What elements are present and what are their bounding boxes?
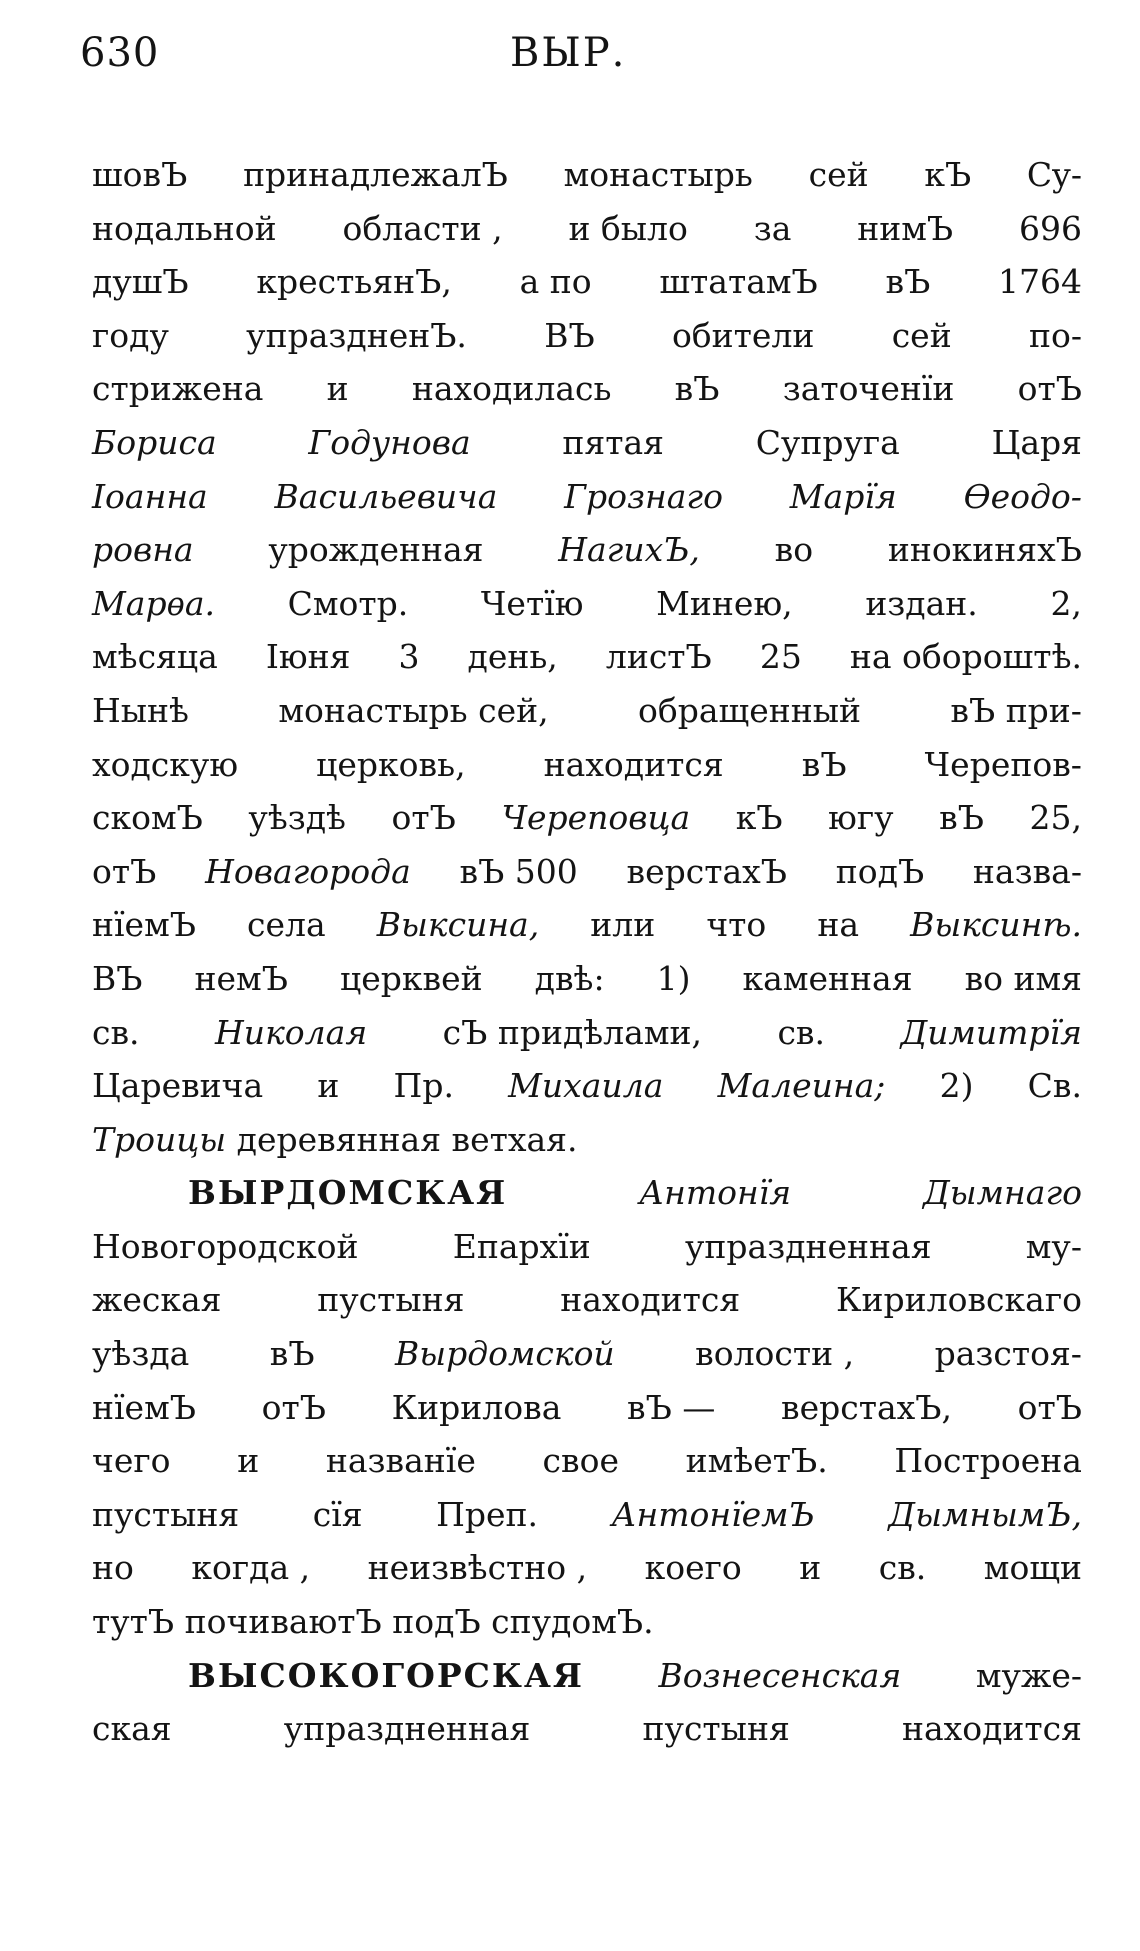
entry-headword: ВЫСОКОГОРСКАЯ	[188, 1655, 584, 1695]
text-word: Марїя	[789, 476, 897, 516]
text-word: шовЪ	[92, 155, 188, 194]
text-word: сїя	[312, 1494, 363, 1534]
text-word: разстоя-	[934, 1334, 1082, 1374]
text-word: Димитрїя	[900, 1012, 1082, 1052]
text-word: назва-	[972, 851, 1082, 891]
text-word: штатамЪ	[659, 262, 818, 302]
text-word: кЪ	[924, 155, 972, 194]
text-word: ДымнымЪ,	[888, 1494, 1082, 1534]
text-word: югу	[828, 798, 894, 838]
text-line	[92, 362, 1082, 416]
text-word: церквей	[339, 958, 483, 998]
text-word: Бориса	[92, 422, 217, 462]
text-word: 2)	[939, 1066, 974, 1106]
text-word: отЪ	[1017, 369, 1082, 409]
running-head: ВЫР.	[510, 30, 627, 76]
text-word: ВЪ	[92, 958, 143, 998]
text-word: вЪ	[939, 798, 984, 838]
text-word: мѣсяца	[92, 637, 218, 677]
text-word: и было	[568, 208, 688, 248]
text-word: верстахЪ,	[780, 1387, 952, 1427]
text-word: вЪ	[269, 1334, 315, 1374]
page-number: 630	[80, 30, 160, 76]
text-word: уѣзда	[92, 1334, 190, 1374]
text-word: ская	[92, 1709, 172, 1749]
text-word: урожденная	[268, 530, 484, 570]
text-word: обращенный	[638, 690, 862, 730]
text-word: чего	[92, 1441, 171, 1481]
text-word: Св.	[1027, 1066, 1082, 1106]
body-text	[92, 148, 1082, 1756]
text-word: кЪ	[735, 798, 783, 838]
text-word: Вырдомской	[394, 1334, 615, 1374]
text-word: душЪ	[92, 262, 189, 302]
text-word: во	[774, 530, 814, 570]
text-word: АнтонїемЪ	[611, 1494, 815, 1534]
text-line	[92, 202, 1082, 256]
text-word: Епархїи	[452, 1226, 591, 1266]
text-line	[92, 1006, 1082, 1060]
text-word: Череповца	[501, 798, 691, 838]
text-word: нїемЪ	[92, 905, 196, 945]
text-word: упраздненная	[684, 1226, 932, 1266]
text-word: монастырь сей,	[278, 690, 549, 730]
text-word: на	[817, 905, 859, 945]
page-header	[80, 30, 1080, 92]
text-word: Николая	[215, 1012, 368, 1052]
text-word: и	[317, 1066, 340, 1106]
text-word: Четїю	[480, 583, 584, 623]
text-word: нимЪ	[857, 208, 954, 248]
entry-headword: ВЫРДОМСКАЯ	[188, 1173, 508, 1213]
text-word: двѣ:	[534, 958, 605, 998]
text-word: церковь,	[316, 744, 466, 784]
text-word: ровна	[92, 530, 194, 570]
text-word: стрижена	[92, 369, 264, 409]
text-word: находится	[560, 1280, 741, 1320]
text-word: подЪ	[381, 1602, 481, 1642]
text-word: находится	[901, 1709, 1082, 1749]
text-word: заточенїи	[782, 369, 955, 409]
text-word: вЪ	[674, 369, 720, 409]
text-word: отЪ	[391, 798, 456, 838]
text-line	[92, 577, 1082, 631]
text-word: Ѳеодо-	[963, 476, 1082, 516]
text-word: на обороштѣ.	[849, 637, 1082, 677]
text-word: пустыня	[92, 1494, 240, 1534]
text-word: но	[92, 1548, 134, 1588]
text-word: отЪ	[1017, 1387, 1082, 1427]
text-word: скомЪ	[92, 798, 203, 838]
text-word: упраздненная	[283, 1709, 531, 1749]
text-line	[92, 1113, 1082, 1167]
text-word: 25	[759, 637, 802, 677]
text-word: находится	[543, 744, 724, 784]
text-word: 1)	[656, 958, 691, 998]
text-word: Выксинѣ.	[910, 905, 1082, 945]
text-word: Антонїя	[639, 1173, 792, 1213]
text-line	[92, 416, 1082, 470]
text-word: инокиняхЪ	[887, 530, 1082, 570]
text-word: Черепов-	[924, 744, 1082, 784]
text-word: сЪ придѣлами,	[442, 1012, 702, 1052]
text-word: Марѳа.	[92, 583, 215, 623]
text-line	[92, 1381, 1082, 1435]
text-word: коего	[644, 1548, 742, 1588]
text-word: издан.	[865, 583, 978, 623]
text-line	[92, 1220, 1082, 1274]
text-word: Іюня	[265, 637, 351, 677]
text-line	[92, 255, 1082, 309]
text-word: волости ,	[695, 1334, 855, 1374]
text-line	[92, 1059, 1082, 1113]
text-word: во имя	[964, 958, 1082, 998]
text-line	[92, 1488, 1082, 1542]
text-word: а по	[519, 262, 592, 302]
text-line	[92, 630, 1082, 684]
text-word: или	[590, 905, 656, 945]
text-word: ВЪ	[544, 315, 595, 355]
text-word: свое	[542, 1441, 619, 1481]
text-word: листЪ	[605, 637, 712, 677]
text-word: Іоанна	[92, 476, 208, 516]
text-word: Вознесенская	[658, 1655, 902, 1695]
text-line	[92, 1434, 1082, 1488]
text-word: му-	[1025, 1226, 1082, 1266]
text-word: Царевича	[92, 1066, 264, 1106]
text-word: св.	[92, 1012, 140, 1052]
text-word: и	[326, 369, 349, 409]
text-word: отЪ	[261, 1387, 326, 1427]
text-line	[92, 845, 1082, 899]
text-word: что	[706, 905, 767, 945]
text-word: 25,	[1029, 798, 1082, 838]
text-word: мощи	[983, 1548, 1082, 1588]
text-word: сей	[808, 155, 869, 194]
text-word: пятая	[562, 422, 664, 462]
text-line	[92, 1273, 1082, 1327]
text-line	[92, 738, 1082, 792]
text-word: муже-	[975, 1655, 1082, 1695]
text-word: вЪ —	[627, 1387, 716, 1427]
text-word: Кириловскаго	[835, 1280, 1082, 1320]
text-word: крестьянЪ,	[256, 262, 452, 302]
text-line	[92, 791, 1082, 845]
text-word: Минею,	[656, 583, 793, 623]
text-word: неизвѣстно ,	[367, 1548, 588, 1588]
text-word: когда ,	[191, 1548, 311, 1588]
text-word: принадлежалЪ	[243, 155, 508, 194]
text-word: Малеина;	[717, 1066, 886, 1106]
text-word: Преп.	[436, 1494, 538, 1534]
text-word: Супруга	[755, 422, 900, 462]
text-word: Новогородской	[92, 1226, 359, 1266]
text-word: Нынѣ	[92, 690, 189, 730]
text-word: Троицы	[92, 1119, 227, 1159]
text-line	[92, 470, 1082, 524]
text-line	[92, 1702, 1082, 1756]
text-word: Смотр.	[287, 583, 409, 623]
text-word: пустыня	[317, 1280, 465, 1320]
text-word: нодальной	[92, 208, 277, 248]
text-word: Царя	[991, 422, 1082, 462]
text-word: каменная	[742, 958, 913, 998]
text-word: году	[92, 315, 169, 355]
text-word: упраздненЪ.	[246, 315, 467, 355]
text-word: 1764	[998, 262, 1082, 302]
text-word: 696	[1018, 208, 1082, 248]
text-word: Михаила	[508, 1066, 664, 1106]
text-word: сей	[891, 315, 952, 355]
text-word: ходскую	[92, 744, 239, 784]
text-word: Пр.	[393, 1066, 454, 1106]
text-word: по-	[1028, 315, 1082, 355]
text-word: и	[237, 1441, 260, 1481]
text-word: 2,	[1050, 583, 1082, 623]
text-line	[92, 684, 1082, 738]
text-line	[92, 309, 1082, 363]
text-line	[92, 952, 1082, 1006]
text-line	[92, 1166, 1082, 1220]
text-word: день,	[467, 637, 558, 677]
text-word: вЪ 500	[459, 851, 578, 891]
text-word: жеская	[92, 1280, 222, 1320]
text-line	[92, 523, 1082, 577]
text-word: Кирилова	[391, 1387, 562, 1427]
text-word: области ,	[342, 208, 503, 248]
text-line	[92, 148, 1082, 202]
text-word: верстахЪ	[626, 851, 788, 891]
text-word: Грознаго	[564, 476, 723, 516]
text-line	[92, 1327, 1082, 1381]
text-word: названїе	[325, 1441, 476, 1481]
text-line	[92, 1649, 1082, 1703]
text-word: подЪ	[835, 851, 925, 891]
text-word: имѣетЪ.	[685, 1441, 828, 1481]
text-word: Построена	[894, 1441, 1082, 1481]
text-word: находилась	[411, 369, 612, 409]
text-word: немЪ	[194, 958, 288, 998]
text-word: Новагорода	[205, 851, 411, 891]
text-word: св.	[878, 1548, 927, 1588]
text-word: тутЪ	[92, 1602, 175, 1642]
text-word: села	[247, 905, 326, 945]
text-word: Годунова	[308, 422, 471, 462]
text-word: пустыня	[642, 1709, 790, 1749]
text-word: св.	[777, 1012, 825, 1052]
text-line	[92, 1541, 1082, 1595]
text-word: обители	[671, 315, 815, 355]
text-word: почиваютЪ	[174, 1602, 382, 1642]
text-word: и	[799, 1548, 822, 1588]
text-line	[92, 898, 1082, 952]
text-word: вЪ	[885, 262, 931, 302]
text-word: отЪ	[92, 851, 157, 891]
text-line	[92, 1595, 1082, 1649]
text-word: монастырь	[563, 155, 753, 194]
text-word: вЪ при-	[950, 690, 1082, 730]
text-word: НагихЪ,	[558, 530, 700, 570]
text-word: деревянная ветхая.	[226, 1119, 578, 1159]
text-word: нїемЪ	[92, 1387, 196, 1427]
text-word: уѣздѣ	[248, 798, 346, 838]
text-word: 3	[398, 637, 420, 677]
text-word: вЪ	[801, 744, 847, 784]
text-word: за	[753, 208, 792, 248]
text-word: Выксина,	[376, 905, 540, 945]
text-word: Сy-	[1026, 155, 1082, 194]
text-word: спудомЪ.	[480, 1602, 654, 1642]
text-word: Дымнаго	[922, 1173, 1082, 1213]
text-word: Васильевича	[274, 476, 498, 516]
